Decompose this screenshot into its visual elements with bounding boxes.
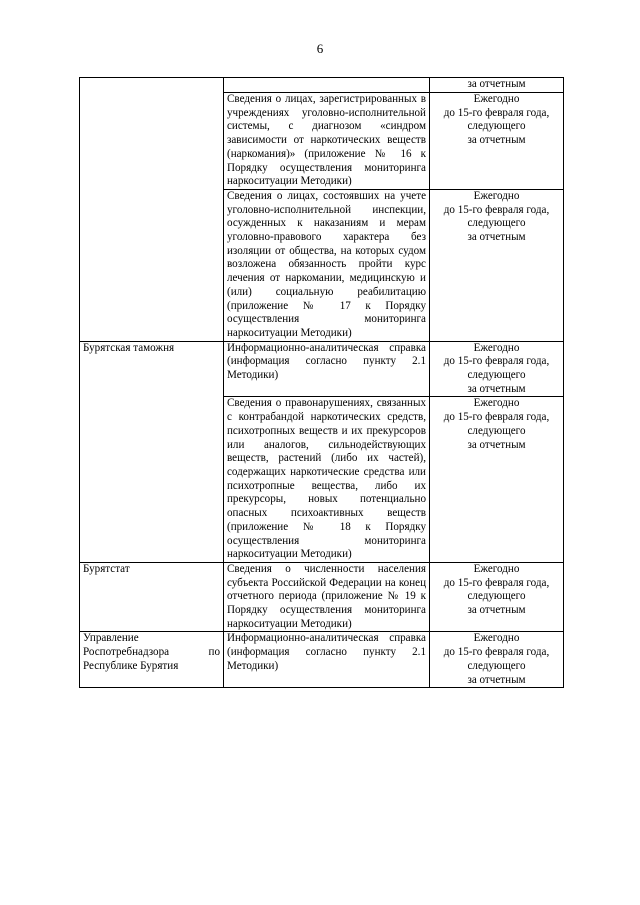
table-row [80,341,564,397]
info-cell: Сведения о лицах, зарегистрированных в учреждениях уголовно-исполнительной системы, с диагнозом «синдром зависимости от наркотических веществ (наркомания)» (приложение № 16 к Порядку осуществления мониторинга наркоситуации Методики) [224,93,430,190]
info-cell: Информационно-аналитическая справка (информация согласно пункту 2.1 Методики) [224,632,430,688]
table-row [80,632,564,688]
deadline-cell: Ежегодно до 15-го февраля года, следующего за отчетным [430,341,564,397]
info-cell: Сведения о лицах, состоявших на учете уголовно-исполнительной инспекции, осужденных к наказаниям и мерам уголовно-правового характера без изоляции от общества, на которых судом возложена обязанность пройти курс лечения от наркомании, медицинскую и (или) социальную реабилитацию (приложение № 17 к Порядку осуществления мониторинга наркоситуации Методики) [224,189,430,341]
deadline-cell: Ежегодно до 15-го февраля года, следующего за отчетным [430,397,564,562]
org-cell: Управление Роспотребнадзора по Республике Бурятия [80,632,224,688]
org-cell: Бурятская таможня [80,341,224,562]
info-cell: Сведения о численности населения субъекта Российской Федерации на конец отчетного периода (приложение № 19 к Порядку осуществления мониторинга наркоситуации Методики) [224,562,430,632]
info-cell [224,78,430,93]
org-cell [80,78,224,342]
table-row [80,78,564,93]
deadline-cell: Ежегодно до 15-го февраля года, следующего за отчетным [430,93,564,190]
monitoring-table [79,77,564,688]
org-cell: Бурятстат [80,562,224,632]
page-number: 6 [316,41,324,56]
table-row [80,562,564,632]
deadline-cell: Ежегодно до 15-го февраля года, следующего за отчетным [430,562,564,632]
info-cell: Информационно-аналитическая справка (информация согласно пункту 2.1 Методики) [224,341,430,397]
deadline-cell: Ежегодно до 15-го февраля года, следующего за отчетным [430,632,564,688]
deadline-cell: за отчетным [430,78,564,93]
deadline-cell: Ежегодно до 15-го февраля года, следующего за отчетным [430,189,564,341]
info-cell: Сведения о правонарушениях, связанных с контрабандой наркотических средств, психотропных веществ и их прекурсоров или аналогов, сильнодействующих веществ, растений (либо их частей), содержащих наркотические средства или психотропные вещества, либо их прекурсоры, новых потенциально опасных психоактивных веществ (приложение № 18 к Порядку осуществления мониторинга наркоситуации Методики) [224,397,430,562]
